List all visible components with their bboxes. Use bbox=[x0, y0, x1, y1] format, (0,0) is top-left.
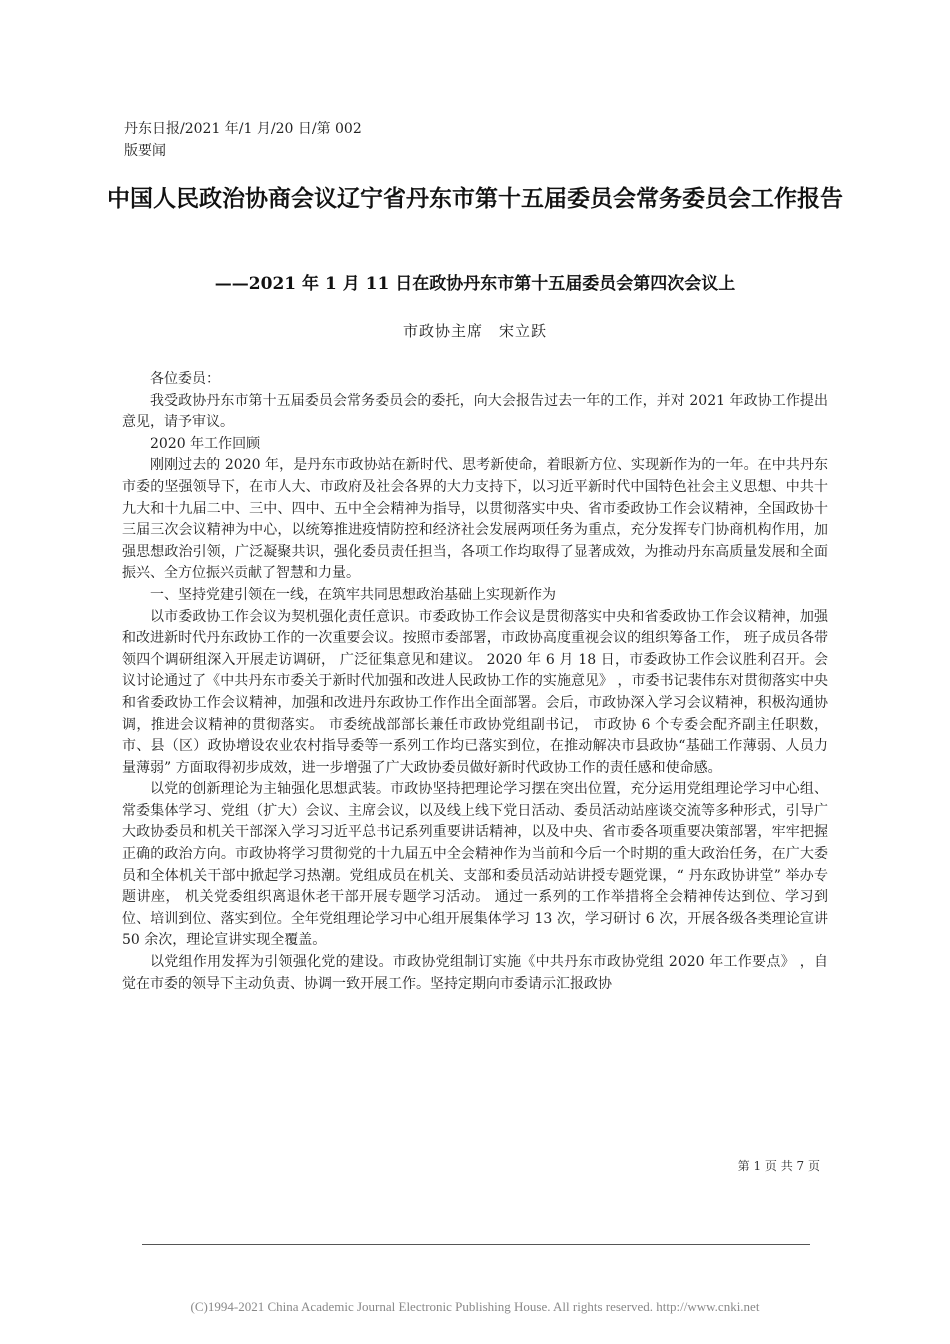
article-body bbox=[122, 369, 828, 995]
paragraph-salutation: 各位委员： bbox=[150, 371, 220, 387]
copyright-notice: (C)1994-2021 China Academic Journal Electronic Publishing House. All rights reserved. http://www.cnki.net bbox=[190, 1299, 760, 1314]
paragraph: 以党组作用发挥为引领强化党的建设。市政协党组制订实施《中共丹东市政协党组 2020 年工作要点》 ，自觉在市委的领导下主动负责、协调一致开展工作。坚持定期向市委请示汇报政协 bbox=[122, 954, 828, 992]
section-heading-review: 2020 年工作回顾 bbox=[150, 435, 261, 452]
source-line-1: 丹东日报/2021 年/1 月/20 日/第 002 bbox=[124, 121, 362, 137]
section-heading: 一、坚持党建引领在一线，在筑牢共同思想政治基础上实现新作为 bbox=[150, 586, 556, 603]
source-citation bbox=[124, 118, 424, 162]
paragraph-intro: 我受政协丹东市第十五届委员会常务委员会的委托，向大会报告过去一年的工作，并对 2021 年政协工作提出意见，请予审议。 bbox=[122, 392, 828, 431]
article-author: 市政协主席 宋立跃 bbox=[402, 322, 547, 340]
footer-divider bbox=[142, 1244, 810, 1245]
paragraph: 以党的创新理论为主轴强化思想武装。市政协坚持把理论学习摆在突出位置，充分运用党组理论学习中心组、常委集体学习、党组（扩大）会议、主席会议，以及线上线下党日活动、委员活动站座谈交流等多种形式，引导广大政协委员和机关干部深入学习习近平总书记系列重要讲话精神，以及中央、省市委各项重要决策部署，牢牢把握正确的政治方向。市政协将学习贯彻党的十九届五中全会精神作为当前和今后一个时期的重大政治任务，在广大委员和全体机关干部中掀起学习热潮。党组成员在机关、支部和委员活动站讲授专题党课，“ 丹东政协讲堂” 举办专题讲座， 机关党委组织离退休老干部开展专题学习活动。 通过一系列的工作举措将全会精神传达到位、学习到位、培训到位、落实到位。全年党组理论学习中心组开展集体学习 13 次，学习研讨 6 次，开展各级各类理论宣讲 50 余次，理论宣讲实现全覆盖。 bbox=[122, 781, 828, 949]
paragraph: 以市委政协工作会议为契机强化责任意识。市委政协工作会议是贯彻落实中央和省委政协工作会议精神，加强和改进新时代丹东政协工作的一次重要会议。按照市委部署，市政协高度重视会议的组织筹备工作， 班子成员各带领四个调研组深入开展走访调研， 广泛征集意见和建议。 2020 年 6 月 18 日，市委政协工作会议胜利召开。会议讨论通过了《中共丹东市委关于新时代加强和改进人民政协工作的实施意见》 ，市委书记裴伟东对贯彻落实中央和省委政协工作会议精神，加强和改进丹东政协工作作出全面部署。会后，市政协深入学习会议精神，积极沟通协调，推进会议精神的贯彻落实。 市委统战部部长兼任市政协党组副书记， 市政协 6 个专委会配齐副主任职数，市、县（区）政协增设农业农村指导委等一系列工作均已落实到位，在推动解决市县政协“基础工作薄弱、人员力量薄弱” 方面取得初步成效，进一步增强了广大政协委员做好新时代政协工作的责任感和使命感。 bbox=[122, 608, 828, 776]
article-subtitle: ——2021 年 1 月 11 日在政协丹东市第十五届委员会第四次会议上 bbox=[214, 274, 736, 294]
page-number: 第 1 页 共 7 页 bbox=[737, 1159, 820, 1173]
source-line-2: 版要闻 bbox=[124, 143, 166, 159]
article-title: 中国人民政治协商会议辽宁省丹东市第十五届委员会常务委员会工作报告 bbox=[107, 185, 843, 212]
paragraph: 刚刚过去的 2020 年，是丹东市政协站在新时代、思考新使命，着眼新方位、实现新作为的一年。在中共丹东市委的坚强领导下，在市人大、市政府及社会各界的大力支持下，以习近平新时代中国特色社会主义思想、中共十九大和十九届二中、三中、四中、五中全会精神为指导，以贯彻落实中央、省市委政协工作会议精神，全国政协十三届三次会议精神为中心，以统筹推进疫情防控和经济社会发展两项任务为重点，充分发挥专门协商机构作用，加强思想政治引领，广泛凝聚共识，强化委员责任担当，各项工作均取得了显著成效，为推动丹东高质量发展和全面振兴、全方位振兴贡献了智慧和力量。 bbox=[122, 457, 828, 582]
